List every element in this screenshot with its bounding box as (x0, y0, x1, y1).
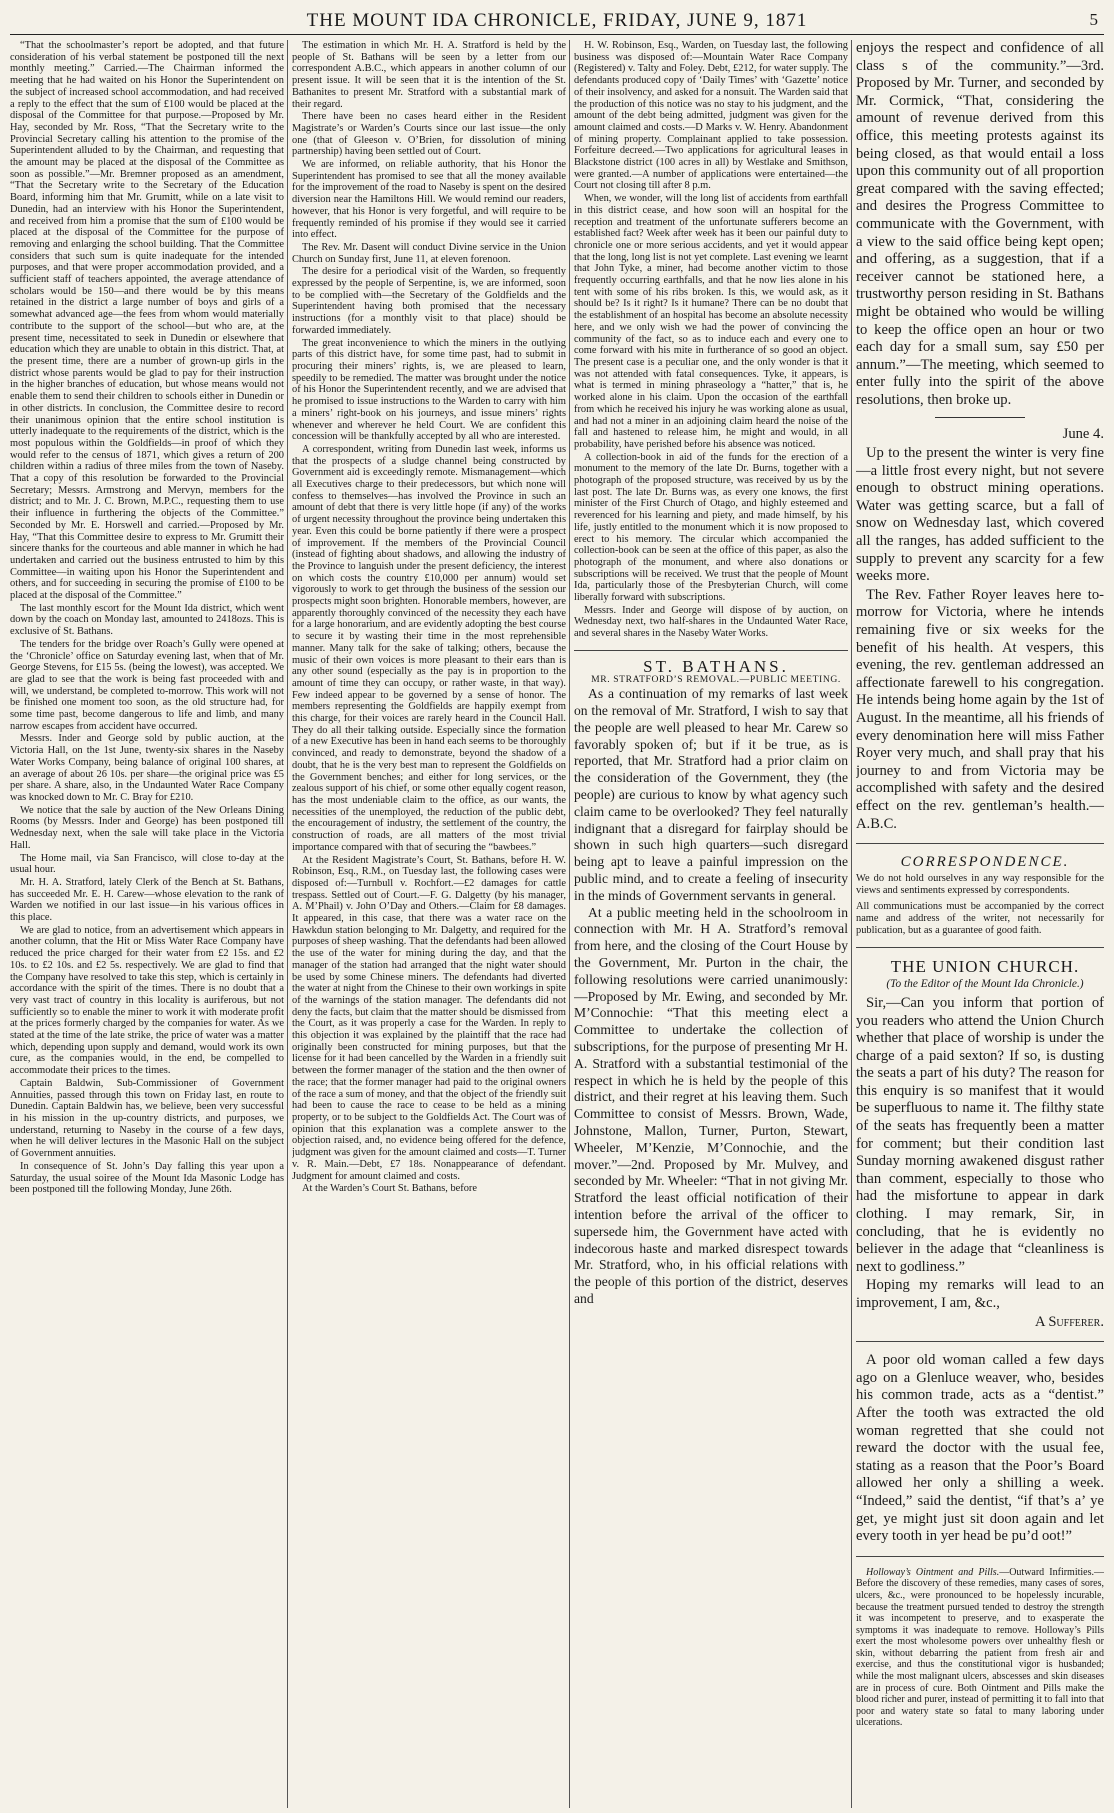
column-rule (851, 40, 852, 1808)
union-editor-line: (To the Editor of the Mount Ida Chronicle.) (886, 978, 1084, 991)
holloway-text: —Outward Infirmities.—Before the discovery of these remedies, many cases of sores, ulcers, &c., were pronounced to be hopelessly incurable, because the treatment pursued tended to destroy the strength it was incompetent to preserve, and to exasperate the symptoms it was inadequate to remove. Holloway’s Pills exert the most wholesome powers over unhealthy flesh or skin, without debarring the patient from fresh air and exercise, and thus the constitutional vigor is husbanded; while the most malignant ulcers, abscesses and skin diseases are in process of cure. Both Ointment and Pills make the blood richer and purer, instead of permitting it to fall into that poor and watery state so fatal to many laboring under ulcerations. (856, 1566, 1104, 1729)
correspondence-heading: CORRESPONDENCE. (900, 854, 1070, 871)
article-school-committee: “That the schoolmaster’s report be adopted, and that future consideration of his verbal statement be postponed till the next monthly meeting.” Carried.—The Chairman informed the meeting that he had waited on his Honor the Superintendent on the subject of increased school accommodation, and had received a reply to the effect that the sum of £100 would be placed at the disposal of the Committee for that purpose.—Proposed by Mr. Hay, seconded by Mr. Ross, “That the Secretary write to the Provincial Secretary calling his attention to the promise of the Superintendent alluded to by the Chairman, and requesting that the amount may be placed at the disposal of the Committee as soon as possible.”—Mr. Bremner proposed as an amendment, “That the Secretary write to the Secretary of the Education Board, informing him that Mr. Grumitt, while on a late visit to Dunedin, had an interview with his Honor the Superintendent, and received from him a promise that the sum of £100 would be placed at the disposal of the Committee for the purpose of removing and enlarging the school building. That the Committee considers that such sum is quite inadequate for the intended purposes, and that were proper accommodation provided, and a sufficient staff of teachers appointed, the average attendance of scholars would be 150—and there would be by this means retained in the district a large number of boys and girls of a somewhat advanced age—the fees from whom would materially contribute to the support of the school—but who are, at the present time, necessitated to seek in Dunedin or elsewhere that education which they are unable to obtain in this district. That, at the present time, there are a number of grown-up girls in the district whose parents would be glad to pay for their instruction in the higher branches of education, but whose means would not enable them to send their children to schools either in Dunedin or in other districts. In conclusion, the Committee desire to record their unanimous opinion that the entire school institution is utterly inadequate to the requirements of the district, which is the most populous within the Goldfields—in proof of which they would refer to the census of 1871, which gives a return of 200 children within a radius of three miles from the town of Naseby. That a copy of this resolution be forwarded to the Provincial Secretary; Messrs. Armstrong and Mervyn, members for the district; and to Mr. J. C. Brown, M.P.C., requesting them to use their influence in furthering the objects of the Committee.” Seconded by Mr. E. Horswell and carried.—Proposed by Mr. Hay, “That this Committee desire to express to Mr. Grumitt their sincere thanks for the courteous and able manner in which he had undertaken and carried out the business entrusted to him by this Committee—in waiting upon his Honor the Superintendent and others, and for succeeding in securing the promise of £100 to be placed at the disposal of the Committee.” (10, 40, 284, 602)
correspondence-notice: All communications must be accompanied by the correct name and address of the writer, not necessarily for publication, but as a guarantee of good faith. (856, 900, 1104, 936)
column-rule (569, 40, 570, 1808)
june-paragraph-father-royer: The Rev. Father Royer leaves here to-morrow for Victoria, where he intends remaining five or six weeks for the benefit of his health. At vespers, this evening, the rev. gentleman addressed an affectionate farewell to his congregation. He intends being home again by the 1st of August. In the meantime, all his friends of every denomination here will miss Father Royer very much, and shall pray that his journey to and from Victoria may be accomplished with safety and the desired effect on the rev. gentleman’s health.—A.B.C. (856, 586, 1104, 832)
section-divider (856, 843, 1104, 844)
article-escort: The last monthly escort for the Mount Ida district, which went down by the coach on Monday last, amounted to 2418ozs. This is exclusive of St. Bathans. (10, 602, 284, 638)
article-water-price: We are glad to notice, from an advertisement which appears in another column, that the Hit or Miss Water Race Company have reduced the price charged for their water from £2 15s. and £2 10s. to £2 10s. and £2 5s. respectively. We are glad to find that the Company have resolved to take this step, which is certainly in accordance with the spirit of the times. There is no doubt that a very vast tract of country in this locality is auriferous, but not sufficiently so to enable the miner to work it with moderate profit at the prices formerly charged by the companies for water. As we stated at the time of the late strike, the price of water was a matter which, depending upon supply and demand, would work its own cure, as the companies would, in the end, be compelled to accommodate their prices to the times. (10, 924, 284, 1077)
holloway-title: Holloway’s Ointment and Pills. (866, 1566, 1000, 1578)
masthead-title: THE MOUNT IDA CHRONICLE, FRIDAY, JUNE 9, 1871 (306, 10, 808, 31)
dateline: June 4. (1062, 426, 1104, 443)
section-divider (856, 1341, 1104, 1342)
article-hospital: When, we wonder, will the long list of accidents from earthfall in this district cease, and how soon will an hospital for the reception and treatment of the unfortunate sufferers become an established fact? Week after week has it been our painful duty to chronicle one or more serious accidents, and yet it would appear that the long, long list is not yet complete. Last evening we learnt that John Tyke, a miner, had become another victim to those frequently occurring earthfalls, and that he now lies alone in his tent with some of his ribs broken. Is this, we would ask, as it should be? Is it right? Is it humane? There can be no doubt that the establishment of an hospital has become an absolute necessity here, and we only wish we had the power of convincing the community of the fact, so as to induce each and every one to come forward with his mite in furtherance of so good an object. The present case is a peculiar one, and the only wonder is that it was not attended with fatal consequences. Tyke, it appears, is what is termed in mining phraseology a “hatter,” that is, he worked alone in his claim. Upon the occasion of the earthfall from which he received his injury he was working alone as usual, and had not a miner in an adjoining claim heard the noise of the fall and hastened to release him, he might and would, in all probability, have perished before his absence was noticed. (574, 193, 848, 450)
union-letter-signature: A Sufferer. (1034, 1313, 1104, 1330)
article-road-naseby: We are informed, on reliable authority, that his Honor the Superintendent has promised to see that all the money available for the improvement of the road to Naseby is spent on the desired diversion near the Hamiltons Hill. We would remind our readers, however, that his Honor is very forgetful, and will require to be frequently reminded of his promise if they would see it carried into effect. (292, 159, 566, 241)
section-divider (574, 650, 848, 651)
columns (10, 40, 1104, 1808)
column-2 (292, 40, 566, 1808)
article-miners-rights: The great inconvenience to which the miners in the outlying parts of this district have, for some time past, had to submit in procuring their miners’ rights, is, we are pleased to learn, speedily to be remedied. The matter was brought under the notice of his Honor the Superintendent recently, and we are advised that he promised to issue instructions to the Warden to carry with him a miners’ right-book on his journeys, and issue miners’ rights whenever and wherever he held Court. We are confident this concession will be thankfully accepted by all who are interested. (292, 337, 566, 443)
article-masonic-soiree: In consequence of St. John’s Day falling this year upon a Saturday, the usual soiree of the Mount Ida Masonic Lodge has been postponed till the following Monday, June 26th. (10, 1160, 284, 1196)
column-3 (574, 40, 848, 1808)
june-paragraph-winter: Up to the present the winter is very fine—a little frost every night, but not severe enough to obstruct mining operations. Water was getting scarce, but a fall of snow on Wednesday last, which covered all the ranges, has added sufficient to the supply to prevent any scarcity for a few weeks more. (856, 445, 1104, 585)
article-burns-monument: A collection-book in aid of the funds for the erection of a monument to the memory of the late Dr. Burns, together with a photograph of the proposed structure, was received by us by the last post. The late Dr. Burns was, as every one knows, the first minister of the First Church of Otago, and highly esteemed and reverenced for his learning and piety, and made himself, by his life, justly entitled to the monument which it is now proposed to erect to his memory. The circular which accompanied the collection-book can be seen at the office of this paper, as also the photograph of the monument, and where also donations or subscriptions will be received. We trust that the people of Mount Ida, particularly those of the Presbyterian Church, will come liberally forward with subscriptions. (574, 451, 848, 604)
article-magistrates-court: At the Resident Magistrate’s Court, St. Bathans, before H. W. Robinson, Esq., R.M., on Tuesday last, the following cases were disposed of:—Turnbull v. Rochfort.—£2 damages for cattle trespass. Settled out of Court.—F. G. Dalgetty (by his manager, A. M’Phail) v. John O’Day and Others.—Claim for £8 damages. It appeared, in this case, that there was a water race on the Hawkdun station belonging to Mr. Dalgetty, and required for the purposes of sheep washing. That the defendants had been allowed the use of the water for mining during the day, and that the manager of the station had arranged that the night water should be used by some Chinese miners. The defendants had diverted the water at night from the Chinese to their own workings in spite of the warnings of the station manager. The defendants did not deny the facts, but claim that the matter should be dismissed from the Court, as it was properly a case for the Warden. In reply to this objection it was explained by the plaintiff that the race had originally been constructed for mining purposes, but that the license for it had been cancelled by the Warden in a friendly suit between the former manager of the station and the then owner of the race; that the former manager had paid to the original owners of the race a sum of money, and that the object of the friendly suit had been to cause the race to cease to be held as a mining property, or to be subject to the Goldfields Act. The Court was of opinion that this explanation was a complete answer to the objection raised, and, no evidence being offered for the defence, judgment was given for the amount claimed and costs—T. Turner v. R. Main.—Debt, £7 18s. Nonappearance of defendant. Judgment for amount claimed and costs. (292, 854, 566, 1182)
column-rule (287, 40, 288, 1808)
article-home-mail: The Home mail, via San Francisco, will close to-day at the usual hour. (10, 852, 284, 876)
st-bathans-paragraph: As a continuation of my remarks of last week on the removal of Mr. Stratford, I wish to say that the people are well pleased to hear Mr. Carew so favorably spoken of; but if it be true, as is reported, that Mr. Stratford had a prior claim on the consideration of the Government, they (the people) are curious to know by what agency such claim came to be overlooked? They feel naturally indignant that a disregard for fairplay should be shown in such high quarters—such disregard being apt to leave a painful impression on the public mind, and to create a feeling of insecurity in the minds of Government servants in general. (574, 686, 848, 903)
article-stratford-succeeds: Mr. H. A. Stratford, lately Clerk of the Bench at St. Bathans, has succeeded Mr. E. H. Carew—whose elevation to the rank of Warden we notified in our last issue—in his various offices in this place. (10, 876, 284, 924)
union-letter-body: Sir,—Can you inform that portion of you readers who attend the Union Church whether that place of worship is under the charge of a paid sexton? If so, is dusting the seats a part of his duty? The reason for this enquiry is so manifest that it would be superfluous to name it. The filthy state of the seats has frequently been a matter for comment; but their condition last Sunday morning awakened disgust rather than comment, especially to those who had the misfortune to appear in dark clothing. I may remark, Sir, in concluding, that he is evidently no believer in the adage that “cleanliness is next to godliness.” (856, 994, 1104, 1275)
article-divine-service: The Rev. Mr. Dasent will conduct Divine service in the Union Church on Sunday first, June 11, at eleven forenoon. (292, 241, 566, 265)
article-dining-rooms: We notice that the sale by auction of the New Orleans Dining Rooms (by Messrs. Inder and George) has been postponed till Wednesday next, when the sale will take place in the Victoria Hall. (10, 804, 284, 851)
article-warden-visit: The desire for a periodical visit of the Warden, so frequently expressed by the people of Serpentine, is, we are informed, soon to be complied with—the Secretary of the Goldfields and the Superintendent having both promised that the necessary instructions (for a monthly visit to that place) should be forwarded immediately. (292, 266, 566, 336)
article-auction-shares: Messrs. Inder and George sold by public auction, at the Victoria Hall, on the 1st June, twenty-six shares in the Naseby Water Works Company, being balance of original 100 shares, at an average of about 26 10s. per share—the original price was £5 per share. A share, also, in the Undaunted Water Race Company was knocked down to Mr. C. Bray for £210. (10, 733, 284, 803)
st-bathans-paragraph: At a public meeting held in the schoolroom in connection with Mr. H A. Stratford’s removal from here, and the closing of the Court House by the Government, Mr. Purton in the chair, the following resolutions were carried unanimously:—Proposed by Mr. Ewing, and seconded by Mr. M’Connochie: “That this meeting elect a Committee to undertake the collection of subscriptions, for the purpose of presenting Mr H. A. Stratford with a substantial testimonial of the respect in which he is held by the people of this district, and their regret at his leaving them. Such Committee to consist of Messrs. Brown, Wade, Johnstone, Mallon, Turner, Purton, Stewart, Wheeler, M’Kenzie, M’Connochie, and the mover.”—2nd. Proposed by Mr. Mulvey, and seconded by Mr. Wheeler: “That in not giving Mr. Stratford the least official notification of their intention before the arrival of the officer to supersede him, the Government have acted with indecorous haste and marked disrespect towards Mr. Stratford, who, in his official relations with the people of this portion of the district, deserves and (574, 904, 848, 1306)
article-stratford-estimation: The estimation in which Mr. H. A. Stratford is held by the people of St. Bathans will be seen by a letter from our correspondent A.B.C., which appears in another column of our present issue. It will be seen that it is the intention of the St. Bathanites to present Mr. Stratford with a substantial mark of their regard. (292, 40, 566, 110)
article-auction-half-shares: Messrs. Inder and George will dispose of by auction, on Wednesday next, two half-shares in the Undaunted Water Race, and several shares in the Naseby Water Works. (574, 604, 848, 640)
masthead (10, 8, 1104, 35)
union-letter-closing: Hoping my remarks will lead to an improvement, I am, &c., (856, 1277, 1104, 1311)
column-4 (856, 40, 1104, 1808)
st-bathans-body (574, 686, 848, 1307)
section-divider (856, 1556, 1104, 1557)
divider (935, 417, 1025, 418)
column-1 (10, 40, 284, 1808)
union-church-heading: THE UNION CHURCH. (890, 956, 1080, 976)
section-divider (856, 947, 1104, 948)
page-number: 5 (1089, 10, 1098, 29)
article-bridge-tenders: The tenders for the bridge over Roach’s Gully were opened at the ‘Chronicle’ office on Saturday evening last, when that of Mr. George Stevens, for £15 5s. (being the lowest), was accepted. We are glad to see that the work is being fast proceeded with and will, we understand, be completed to-morrow. This work will not be finished one moment too soon, as the old structure had, for some time past, become dangerous to life and limb, and many narrow escapes from accident have occurred. (10, 638, 284, 732)
holloway-advertisement (856, 1567, 1104, 1729)
article-no-cases: There have been no cases heard either in the Resident Magistrate’s or Warden’s Courts since our last issue—the only one (that of Gleeson v. O’Brien, for dissolution of mining partnership) having been settled out of Court. (292, 111, 566, 158)
st-bathans-heading: ST. BATHANS. (643, 656, 789, 676)
article-captain-baldwin: Captain Baldwin, Sub-Commissioner of Government Annuities, passed through this town on Friday last, en route to Dunedin. Captain Baldwin has, we believe, been very successful in his mission in the up-country districts, and purposes, we understand, returning to Naseby in the course of a few days, when he will deliver lectures in the Masonic Hall on the subject of Government annuities. (10, 1077, 284, 1160)
article-wardens-court: H. W. Robinson, Esq., Warden, on Tuesday last, the following business was disposed of:—Mountain Water Race Company (Registered) v. Talty and Foley. Debt, £212, for water supply. The defendants produced copy of ‘Daily Times’ with ‘Gazette’ notice of their insolvency, and asked for a nonsuit. The Warden said that the production of this notice was no stay to his judgment, and the amount of the debt being admitted, judgment was given for the amount claimed and costs.—D Marks v. W. Henry. Abandonment of mining property. Complainant applied to take possession. Forfeiture decreed.—Two applications for agricultural leases in Blackstone district (100 acres in all) by Westlake and Smithson, were granted.—A number of applications were entertained—the Court not closing till after 8 p.m. (574, 40, 848, 192)
st-bathans-continuation: enjoys the respect and confidence of all class s of the community.”—3rd. Proposed by Mr. Turner, and seconded by Mr. Cormick, “That, considering the amount of revenue derived from this office, this meeting protests against its being closed, as that would entail a loss upon this community out of all proportion great compared with the saving effected; and desires the Progress Committee to communicate with the Government, with a view to the said office being kept open; and offering, as a suggestion, that if a receiver cannot be stationed here, a trustworthy person residing in St. Bathans might be obtained who would be willing to keep the office open an hour or two each day for a small sum, say £50 per annum.”—The meeting, which seemed to enter fully into the spirit of the above resolutions, then broke up. (856, 40, 1104, 408)
dentist-anecdote: A poor old woman called a few days ago on a Glenluce weaver, who, besides his common trade, acts as a “dentist.” After the tooth was extracted the old woman regretted that she could not reward the doctor with the usual fee, stating as a reason that the Poor’s Board allowed her only a shilling a week. “Indeed,” said the dentist, “if that’s a’ ye get, ye might just sit doon again and let every tooth in yer head be pu’d oot!” (856, 1352, 1104, 1545)
article-sludge-channel: A correspondent, writing from Dunedin last week, informs us that the prospects of a sludge channel being constructed by Government aid is exceedingly remote. Mismanagement—which all Executives charge to their predecessors, but which none will confess to themselves—has involved the Province in such an amount of debt that there is very little hope (if any) of the works of urgent necessity throughout the province being undertaken this year. Even this could be borne patiently if there were a prospect of improvement. If the members of the Provincial Council (instead of fighting about shadows, and allowing the industry of the Province to languish under the present deficiency, the interest on which costs the country £10,000 per annum) would set vigorously to work to get through the business of the session our prospects might soon brighten. Honorable members, however, are apparently thoroughly convinced of the necessity they each have for a large honorarium, and are evidently adopting the best course to secure it by wasting their time in the most reprehensible manner. Many talk for the sake of talking; others, because the music of their own voices is more pleasant to their ears than is any other sound (especially as the pay is in proportion to the amount of time they can occupy, or rather waste, in that way). Few indeed appear to be governed by a sense of honor. The members representing the Goldfields are happily exempt from this charge, for their voices are rarely heard in the Council Hall. They do all their talking outside. Especially since the formation of a new Executive has been in hand each seems to be thoroughly convinced, and ready to demonstrate, beyond the shadow of a doubt, that he is the very best man to represent the Goldfields on the Government benches; and either for long services, or the zealous support of his chief, or some other equally cogent reason, has the most undeniable claim to the office, as our wants, the necessities of the unemployed, the reduction of the public debt, the encouragement of industry, the settlement of the country, the construction of roads, are all matters of the most trivial importance compared with that of securing the “bawbees.” (292, 443, 566, 853)
st-bathans-subheading: MR. STRATFORD’S REMOVAL.—PUBLIC MEETING. (591, 673, 841, 685)
article-wardens-court-start: At the Warden’s Court St. Bathans, before (302, 1183, 478, 1195)
correspondence-notice: We do not hold ourselves in any way responsible for the views and sentiments expressed by correspondents. (856, 872, 1104, 896)
